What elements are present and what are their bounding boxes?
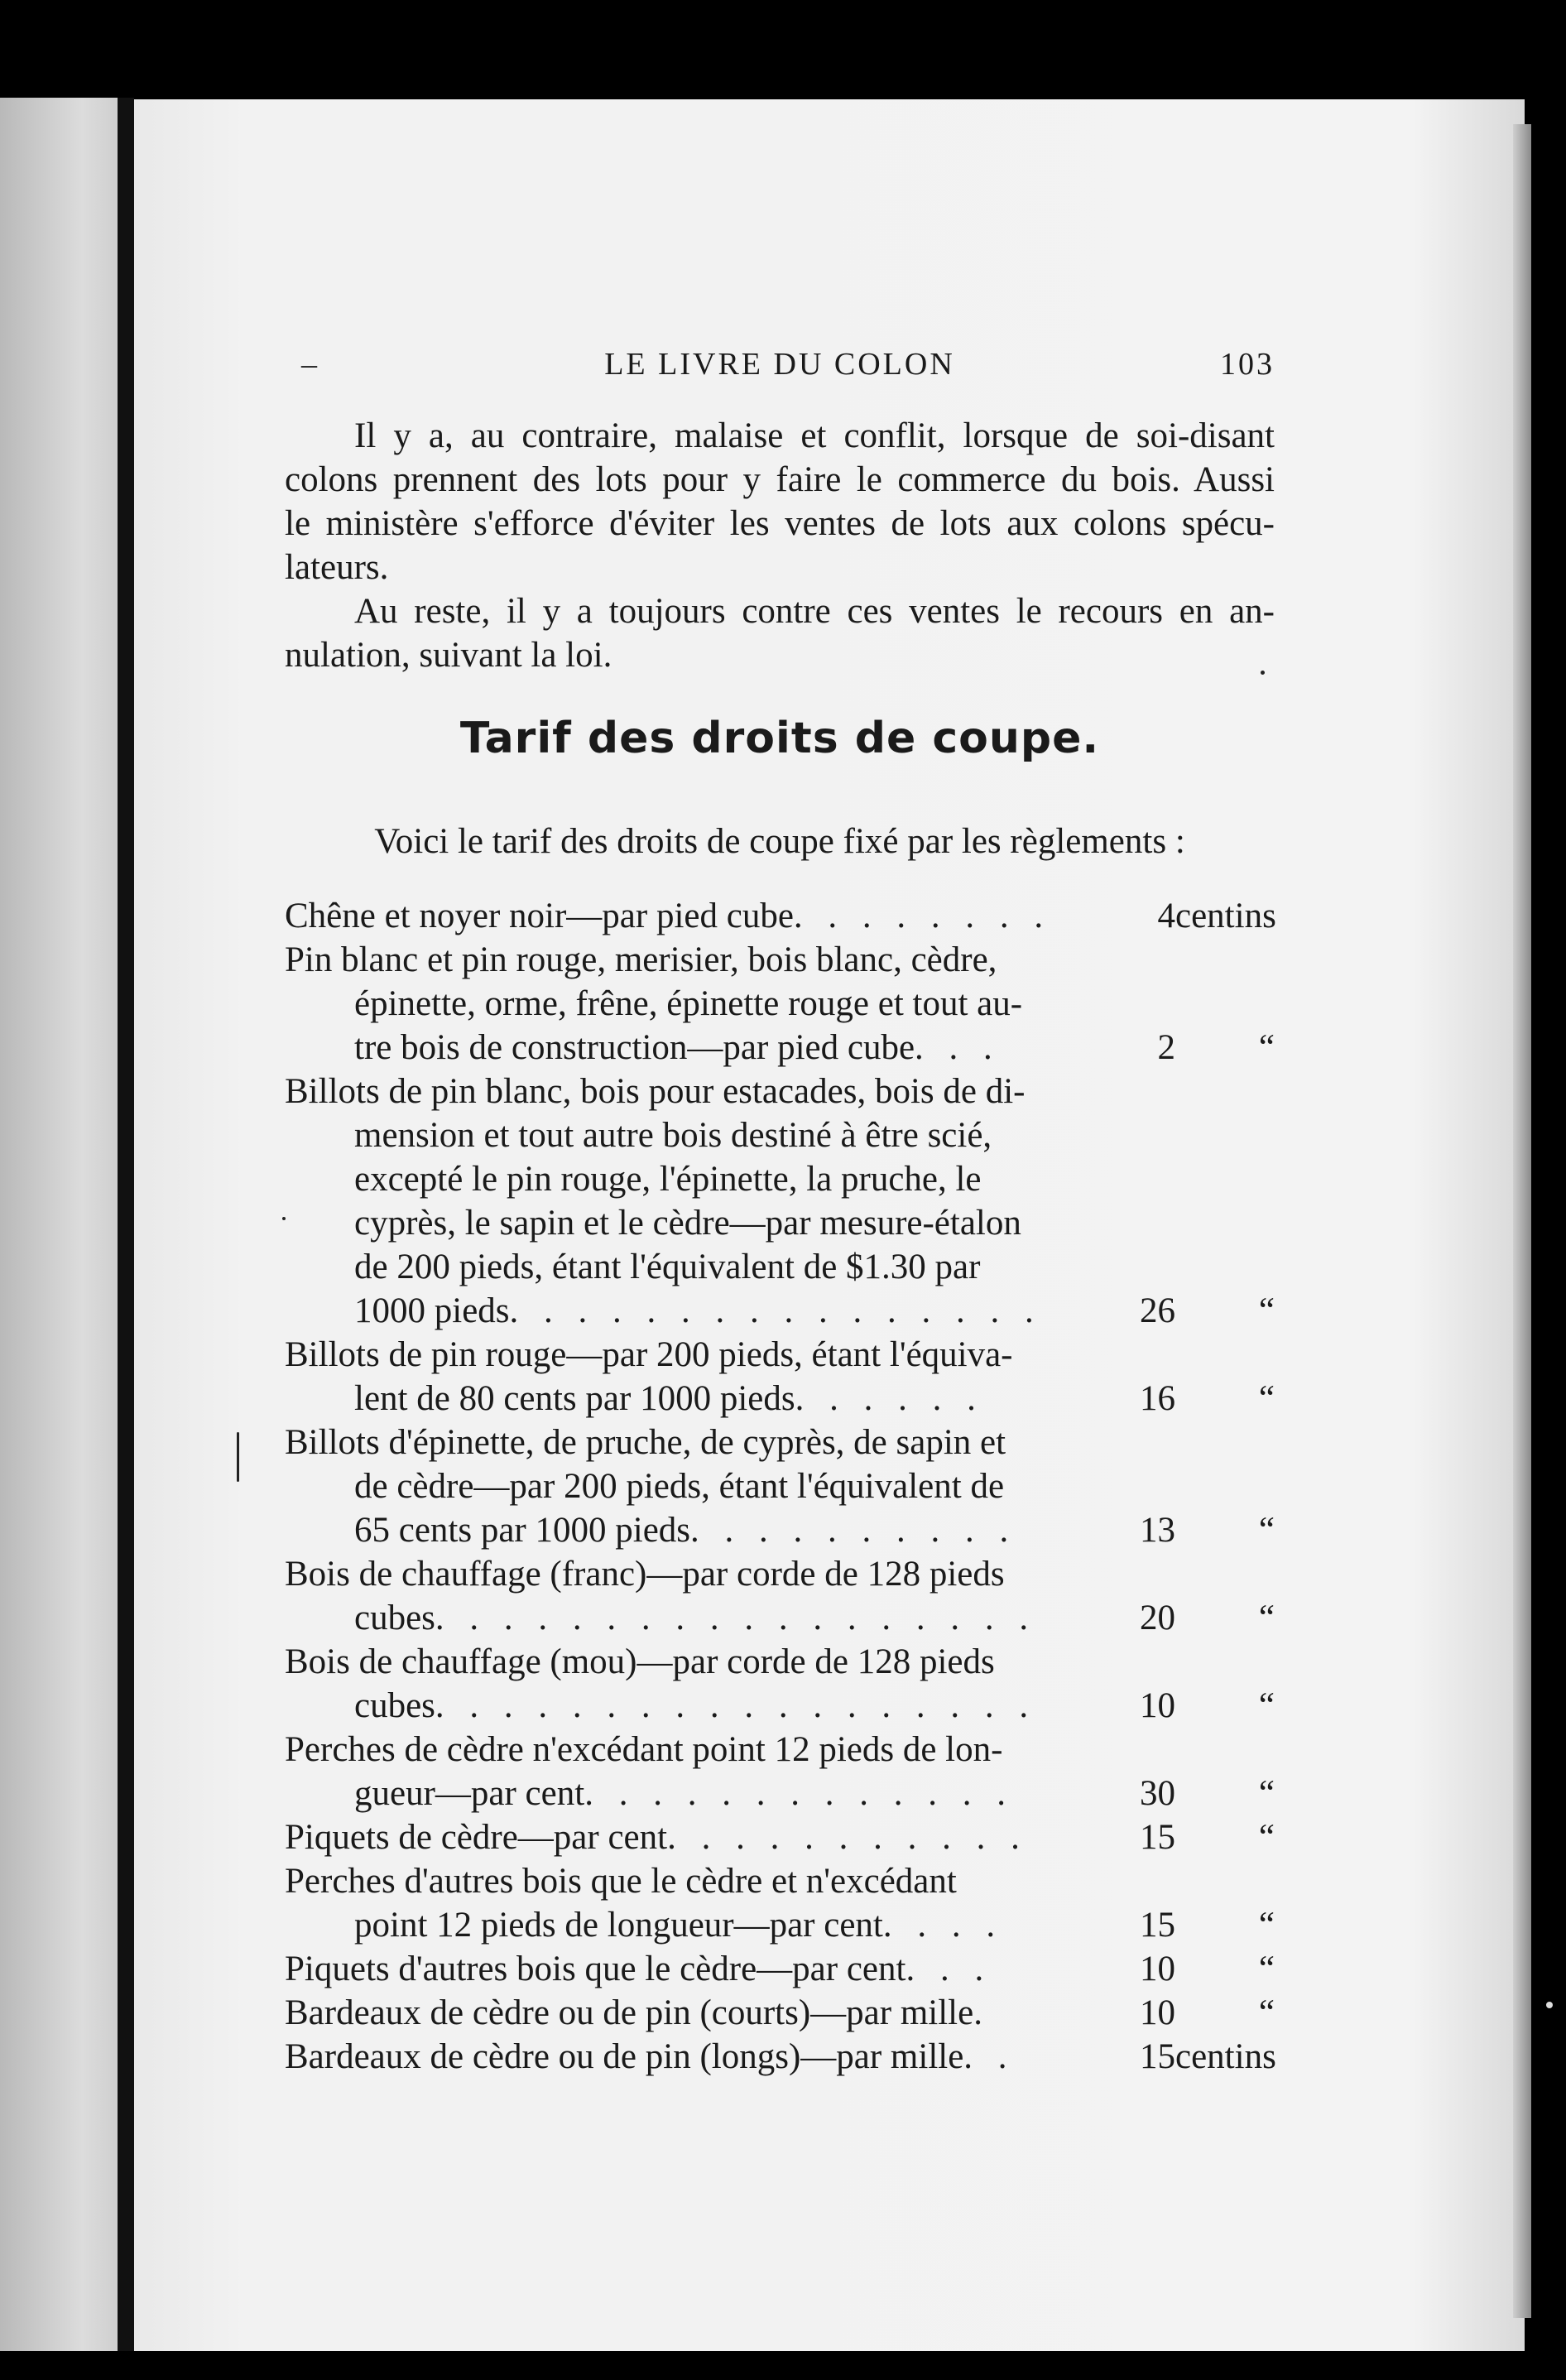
dot-leader: . . . — [905, 1950, 992, 1988]
tariff-item-text: épinette, orme, frêne, épinette rouge et tout au- — [354, 984, 1023, 1023]
rate-unit: “ — [1258, 1511, 1275, 1550]
rate-value: 4 — [1157, 897, 1175, 935]
tariff-intro: Voici le tarif des droits de coupe fixé par les règlements : — [374, 822, 1185, 861]
dot-leader: . . . . . . . . . . . . . . . . . . — [435, 1686, 1037, 1725]
rate-value: 15 — [1140, 1818, 1175, 1857]
facing-page-edge — [0, 98, 118, 2351]
tariff-line — [285, 1464, 1275, 1508]
tariff-item-text: 1000 pieds — [354, 1291, 510, 1330]
tariff-item-text: de cèdre—par 200 pieds, étant l'équivalent de — [354, 1467, 1005, 1506]
dot-leader: . . . . . . . . . . . — [667, 1818, 1028, 1857]
rate-unit: centins — [1175, 897, 1276, 935]
section-heading: Tarif des droits de coupe. — [459, 714, 1100, 763]
tariff-item-text: Piquets d'autres bois que le cèdre—par cent — [285, 1950, 906, 1988]
rate-value: 26 — [1140, 1291, 1175, 1330]
rate-value: 10 — [1140, 1993, 1175, 2032]
tariff-row — [285, 2035, 1275, 2079]
tariff-line — [285, 1552, 1275, 1596]
tariff-line — [285, 1201, 1275, 1245]
paragraph-1 — [285, 414, 1275, 589]
tariff-line — [285, 1859, 1275, 1903]
rate-unit: “ — [1258, 1993, 1275, 2032]
paragraph-line: lateurs. — [285, 548, 389, 587]
print-speck — [1261, 671, 1265, 675]
tariff-row — [285, 894, 1275, 938]
dot-leader: . . . . . . — [795, 1379, 984, 1418]
tariff-line — [285, 1289, 1275, 1333]
paragraph-2 — [285, 589, 1275, 677]
running-head — [285, 346, 1275, 396]
tariff-row — [285, 1640, 1275, 1728]
tariff-item-text: Pin blanc et pin rouge, merisier, bois blanc, cèdre, — [285, 940, 997, 979]
tariff-line — [285, 1421, 1275, 1464]
rate-value: 30 — [1140, 1774, 1175, 1813]
dot-leader: . . . . . . . . . . . . . . . . — [509, 1291, 1042, 1330]
rate-value: 15 — [1140, 2037, 1175, 2076]
rate-value: 16 — [1140, 1379, 1175, 1418]
tariff-line — [285, 2035, 1275, 2079]
tariff-line — [285, 1728, 1275, 1772]
rate-value: 10 — [1140, 1950, 1175, 1988]
rate-unit: “ — [1258, 1906, 1275, 1945]
tariff-row — [285, 938, 1275, 1070]
gutter-shadow — [118, 98, 134, 2351]
tariff-row — [285, 1552, 1275, 1640]
rate-unit: centins — [1175, 2037, 1276, 2076]
rate-unit: “ — [1258, 1818, 1275, 1857]
tariff-item-text: de 200 pieds, étant l'équivalent de $1.30 par — [354, 1248, 981, 1286]
tariff-line — [285, 1815, 1275, 1859]
paragraph-line: le ministère s'efforce d'éviter les ventes de lots aux colons spécu- — [285, 504, 1275, 543]
tariff-item-text: cyprès, le sapin et le cèdre—par mesure-étalon — [354, 1204, 1021, 1243]
tariff-line — [285, 1596, 1275, 1640]
tariff-line — [285, 1377, 1275, 1421]
tariff-item-text: Chêne et noyer noir—par pied cube — [285, 897, 794, 935]
tariff-line — [285, 1157, 1275, 1201]
tariff-item-text: Perches d'autres bois que le cèdre et n'excédant — [285, 1862, 957, 1901]
tariff-line — [285, 1113, 1275, 1157]
tariff-line — [285, 1070, 1275, 1113]
tariff-item-text: Billots de pin rouge—par 200 pieds, étant l'équiva- — [285, 1335, 1013, 1374]
print-speck — [282, 1217, 286, 1220]
tariff-line — [285, 982, 1275, 1026]
tariff-row — [285, 1947, 1275, 1991]
tariff-item-text: excepté le pin rouge, l'épinette, la pruche, le — [354, 1160, 982, 1199]
dot-leader: . . . . . . . . — [793, 897, 1052, 935]
rate-unit: “ — [1258, 1774, 1275, 1813]
tariff-row — [285, 1421, 1275, 1552]
tariff-line — [285, 1026, 1275, 1070]
tariff-line — [285, 1903, 1275, 1947]
dot-leader: . . . . . . . . . . . . . — [584, 1774, 1014, 1813]
tariff-row — [285, 1333, 1275, 1421]
tariff-row — [285, 1991, 1275, 2035]
rate-value: 15 — [1140, 1906, 1175, 1945]
tariff-row — [285, 1070, 1275, 1333]
running-head-mark: – — [301, 347, 319, 382]
tariff-item-text: gueur—par cent — [354, 1774, 585, 1813]
tariff-item-text: mension et tout autre bois destiné à être scié, — [354, 1116, 992, 1155]
rate-unit: “ — [1258, 1599, 1275, 1637]
margin-mark — [237, 1432, 239, 1482]
tariff-item-text: Piquets de cèdre—par cent — [285, 1818, 668, 1857]
tariff-item-text: 65 cents par 1000 pieds — [354, 1511, 691, 1550]
tariff-item-text: cubes — [354, 1599, 435, 1637]
dot-leader: . . . . . . . . . . — [690, 1511, 1017, 1550]
rate-value: 10 — [1140, 1686, 1175, 1725]
tariff-item-text: lent de 80 cents par 1000 pieds — [354, 1379, 795, 1418]
paragraph-line: Au reste, il y a toujours contre ces ventes le recours en an- — [354, 592, 1275, 631]
dot-leader: . . — [963, 2037, 1016, 2076]
dot-leader: . — [973, 1993, 991, 2032]
tariff-item-text: Bardeaux de cèdre ou de pin (longs)—par mille — [285, 2037, 964, 2076]
tariff-line — [285, 1947, 1275, 1991]
tariff-line — [285, 1640, 1275, 1684]
dot-leader: . . . . — [882, 1906, 1004, 1945]
rate-value: 13 — [1140, 1511, 1175, 1550]
tariff-line — [285, 1684, 1275, 1728]
rate-unit: “ — [1258, 1379, 1275, 1418]
rate-unit: “ — [1258, 1950, 1275, 1988]
page-number: 103 — [1220, 347, 1275, 382]
rate-value: 2 — [1157, 1028, 1175, 1067]
dot-leader: . . . — [915, 1028, 1001, 1067]
paragraph-line: nulation, suivant la loi. — [285, 636, 612, 675]
rate-unit: “ — [1258, 1686, 1275, 1725]
tariff-row — [285, 1859, 1275, 1947]
tariff-line — [285, 1991, 1275, 2035]
page-edge-shadow — [1513, 124, 1531, 2318]
tariff-item-text: Perches de cèdre n'excédant point 12 pieds de lon- — [285, 1730, 1003, 1769]
tariff-line — [285, 1508, 1275, 1552]
tariff-line — [285, 894, 1275, 938]
rate-unit: “ — [1258, 1291, 1275, 1330]
tariff-item-text: point 12 pieds de longueur—par cent — [354, 1906, 883, 1945]
tariff-line — [285, 1245, 1275, 1289]
tariff-row — [285, 1728, 1275, 1815]
tariff-row — [285, 1815, 1275, 1859]
paragraph-line: colons prennent des lots pour y faire le commerce du bois. Aussi — [285, 460, 1275, 499]
tariff-line — [285, 938, 1275, 982]
tariff-line — [285, 1772, 1275, 1815]
paragraph-line: Il y a, au contraire, malaise et conflit, lorsque de soi-disant — [354, 416, 1275, 455]
tariff-item-text: Billots d'épinette, de pruche, de cyprès, de sapin et — [285, 1423, 1006, 1462]
tariff-table — [285, 894, 1275, 2079]
tariff-item-text: cubes — [354, 1686, 435, 1725]
tariff-item-text: tre bois de construction—par pied cube — [354, 1028, 915, 1067]
rate-value: 20 — [1140, 1599, 1175, 1637]
print-speck — [1546, 2002, 1553, 2008]
rate-unit: “ — [1258, 1028, 1275, 1067]
tariff-item-text: Bardeaux de cèdre ou de pin (courts)—par mille — [285, 1993, 974, 2032]
tariff-item-text: Bois de chauffage (franc)—par corde de 128 pieds — [285, 1555, 1005, 1594]
running-head-title: LE LIVRE DU COLON — [604, 347, 955, 382]
tariff-item-text: Bois de chauffage (mou)—par corde de 128 pieds — [285, 1642, 995, 1681]
dot-leader: . . . . . . . . . . . . . . . . . . — [435, 1599, 1037, 1637]
tariff-line — [285, 1333, 1275, 1377]
tariff-item-text: Billots de pin blanc, bois pour estacades, bois de di- — [285, 1072, 1026, 1111]
